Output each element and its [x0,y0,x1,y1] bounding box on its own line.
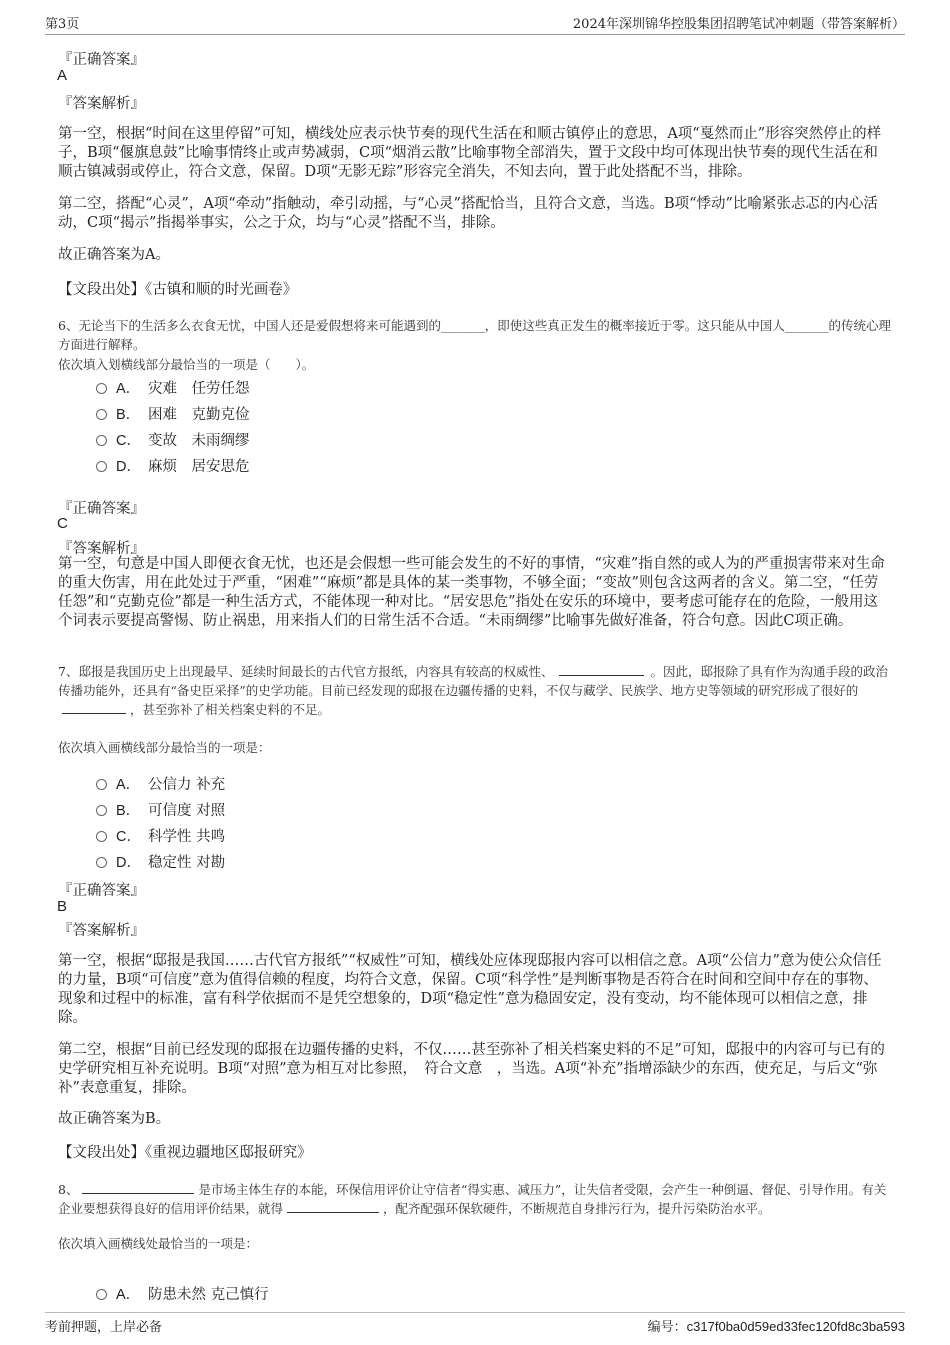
source-title: 《重视边疆地区邸报研究》 [145,1145,312,1161]
radio-icon[interactable] [96,383,107,394]
radio-icon[interactable] [96,831,107,842]
correct-answer-label: 『正确答案』 [58,52,145,68]
option-c[interactable]: C． 变故 未雨绸缪 [96,429,250,449]
document-title: 2024年深圳锦华控股集团招聘笔试冲刺题（带答案解析） [572,17,905,32]
blank-line [559,663,644,676]
footer-slogan: 考前押题，上岸必备 [45,1320,163,1335]
question-prompt: 依次填入画横线部分最恰当的一项是： [58,740,271,755]
analysis-paragraph: 第二空，根据“目前已经发现的邸报在边疆传播的史料，不仅……甚至弥补了相关档案史料的不足”可知，邸报中的内容可与已有的史学研究相互补充说明。B项“对照”意为相互对比参照， 符合文意 ，当选。A项“补充”指增添缺少的东西，使充足，与后文“弥补”表意重复，排除。 [58,1042,885,1096]
correct-answer-label: 『正确答案』 [58,501,145,517]
option-d[interactable]: D． 麻烦 居安思危 [96,455,250,475]
question-stem: 6、无论当下的生活多么衣食无忧，中国人还是爱假想将来可能遇到的_______，即使这些真正发生的概率接近于零。这只能从中国人_______的传统心理方面进行解释。 [58,318,891,352]
radio-icon[interactable] [96,435,107,446]
correct-answer-value: B [57,898,68,915]
option-d[interactable]: D． 稳定性 对勘 [96,851,225,871]
correct-answer-label: 『正确答案』 [58,883,145,899]
analysis-paragraph: 第一空，句意是中国人即便衣食无忧，也还是会假想一些可能会发生的不好的事情，“灾难”指自然的或人为的严重损害带来对生命的重大伤害，用在此处过于严重，“困难”“麻烦”都是具体的某一类事物，不够全面；“变故”则包含这两者的含义。第二空，“任劳任怨”和“克勤克俭”都是一种生活方式，不能体现一种对比。“居安思危”指处在安乐的环境中，要考虑可能存在的危险，一般用这个词表示要提高警惕、防止祸患，用来指人们的日常生活不合适。“未雨绸缪”比喻事先做好准备，符合句意。因此C项正确。 [58,556,885,629]
correct-answer-value: C [57,515,68,532]
correct-answer-value: A [57,67,68,84]
question-stem: 7、邸报是我国历史上出现最早、延续时间最长的古代官方报纸，内容具有较高的权威性、 。因此，邸报除了具有作为沟通手段的政治传播功能外，还具有“备史臣采择”的史学功能。目前已经发现的邸报在边疆传播的史料，不仅与藏学、民族学、地方史等领域的研究形成了很好的，甚至弥补了相关档案史料的不足。 [58,664,888,717]
source-line [58,1144,892,1163]
option-c[interactable]: C． 科学性 共鸣 [96,825,225,845]
blank-line [62,701,126,714]
radio-icon[interactable] [96,409,107,420]
page-header [45,0,905,35]
blank-line [82,1181,194,1194]
radio-icon[interactable] [96,857,107,868]
page-footer [45,1312,905,1333]
radio-icon[interactable] [96,779,107,790]
radio-icon[interactable] [96,805,107,816]
analysis-paragraph: 第二空，搭配“心灵”，A项“牵动”指触动，牵引动摇，与“心灵”搭配恰当，且符合文意，当选。B项“悸动”比喻紧张忐忑的内心活动，C项“揭示”指揭举事实，公之于众，均与“心灵”搭配不当，排除。 [58,196,878,231]
blank-line [287,1200,379,1213]
radio-icon[interactable] [96,1289,107,1300]
document-code: 编号：c317f0ba0d59ed33fec120fd8c3ba593 [647,1319,905,1334]
analysis-conclusion: 故正确答案为A。 [58,247,170,263]
source-line [58,281,892,300]
analysis-paragraph: 第一空，根据“邸报是我国……古代官方报纸”“权威性”可知，横线处应体现邸报内容可以相信之意。A项“公信力”意为使公众信任的力量，B项“可信度”意为值得信赖的程度，均符合文意，保留。C项“科学性”是判断事物是否符合在时间和空间中存在的事物、现象和过程中的标准，富有科学依据而不是凭空想象的，D项“稳定性”意为稳固安定，没有变动，均不能体现可以相信之意，排除。 [58,953,882,1026]
source-label: 【文段出处】 [58,282,145,298]
analysis-label: 『答案解析』 [58,96,145,112]
analysis-label: 『答案解析』 [58,923,145,939]
source-title: 《古镇和顺的时光画卷》 [145,282,298,298]
question-stem: 8、 是市场主体生存的本能，环保信用评价让守信者“得实惠、减压力”，让失信者受限，会产生一种倒逼、督促、引导作用。有关企业要想获得良好的信用评价结果，就得 ，配齐配强环保软硬件，不断规范自身排污行为，提升污染防治水平。 [58,1182,887,1216]
option-a[interactable]: A． 公信力 补充 [96,773,225,793]
source-label: 【文段出处】 [58,1145,145,1161]
option-b[interactable]: B． 可信度 对照 [96,799,225,819]
analysis-conclusion: 故正确答案为B。 [58,1111,171,1127]
option-a[interactable]: A． 防患未然 克己慎行 [96,1283,269,1303]
question-prompt: 依次填入划横线部分最恰当的一项是（ ）。 [58,357,315,372]
radio-icon[interactable] [96,461,107,472]
analysis-paragraph: 第一空，根据“时间在这里停留”可知，横线处应表示快节奏的现代生活在和顺古镇停止的意思，A项“戛然而止”形容突然停止的样子，B项“偃旗息鼓”比喻事情终止或声势减弱，C项“烟消云散”比喻事物全部消失，置于文段中均可体现出快节奏的现代生活在和顺古镇减弱或停止，符合文意，保留。D项“无影无踪”形容完全消失，不知去向，置于此处搭配不当，排除。 [58,126,882,180]
analysis-label: 『答案解析』 [58,541,145,557]
option-b[interactable]: B． 困难 克勤克俭 [96,403,250,423]
question-prompt: 依次填入画横线处最恰当的一项是： [58,1236,259,1251]
page-number: 第3页 [45,17,80,32]
option-a[interactable]: A． 灾难 任劳任怨 [96,377,250,397]
